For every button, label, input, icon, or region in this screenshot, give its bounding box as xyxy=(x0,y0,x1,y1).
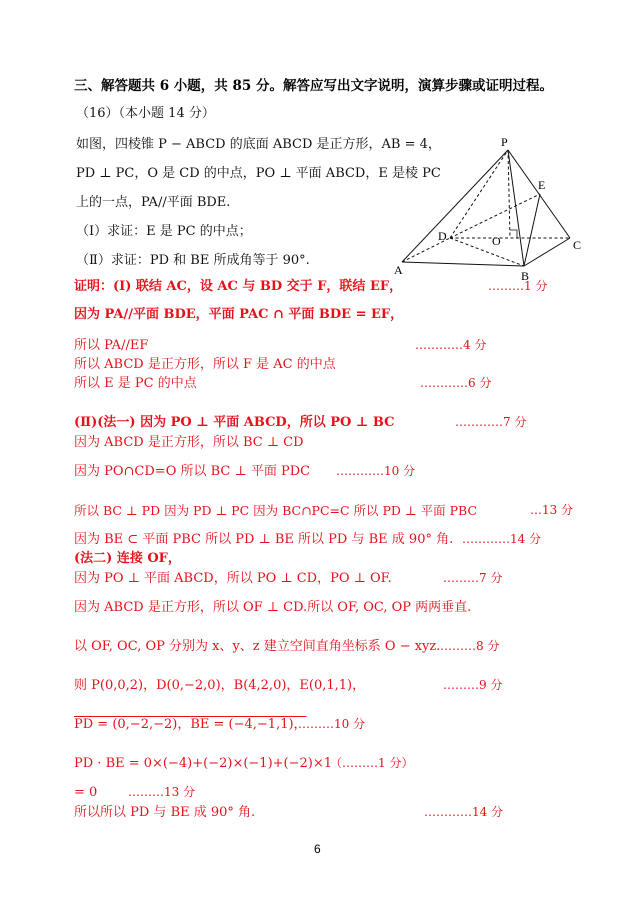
solution-line-19: 所以所以 PD 与 BE 成 90° 角. xyxy=(74,805,256,820)
segment-DB xyxy=(450,238,524,266)
solution-line-12: 因为 PO ⊥ 平面 ABCD，所以 PO ⊥ CD，PO ⊥ OF. xyxy=(74,571,392,586)
solution-line-8: 因为 PO∩CD=O 所以 BC ⊥ 平面 PDC xyxy=(74,464,311,479)
score-line-6: …………7 分 xyxy=(455,415,527,429)
problem-stem-line-1: 如图，四棱锥 P − ABCD 的底面 ABCD 是正方形，AB = 4， xyxy=(76,137,441,152)
edge-BC xyxy=(524,238,570,266)
score-line-9: …13 分 xyxy=(530,503,574,517)
label-D: D xyxy=(438,229,447,243)
solution-line-3: 所以 PA//EF xyxy=(74,338,149,353)
label-E: E xyxy=(538,178,546,192)
score-line-12: ………7 分 xyxy=(443,571,503,585)
label-A: A xyxy=(394,263,403,277)
solution-line-17: PD · BE = 0×(−4)+(−2)×(−1)+(−2)×1 xyxy=(74,756,333,771)
edge-PD xyxy=(450,150,508,238)
solution-line-6: (Ⅱ)(法一) 因为 PO ⊥ 平面 ABCD，所以 PO ⊥ BC xyxy=(74,415,395,430)
solution-line-2: 因为 PA//平面 BDE，平面 PAC ∩ 平面 BDE = EF， xyxy=(74,307,404,322)
problem-stem-line-2: PD ⊥ PC，O 是 CD 的中点，PO ⊥ 平面 ABCD，E 是棱 PC xyxy=(76,166,441,181)
problem-number: （16）（本小题 14 分） xyxy=(76,106,215,121)
problem-stem-line-3: 上的一点，PA//平面 BDE. xyxy=(76,195,231,210)
score-line-16: ………10 分 xyxy=(298,717,366,731)
solution-line-11: (法二) 连接 OF， xyxy=(74,551,181,566)
solution-line-4: 所以 ABCD 是正方形，所以 F 是 AC 的中点 xyxy=(74,357,336,372)
label-B: B xyxy=(521,269,530,283)
score-line-14: ………8 分 xyxy=(440,639,500,653)
solution-line-16: PD = (0,−2,−2)，BE = (−4,−1,1)， xyxy=(74,717,307,732)
score-line-8: …………10 分 xyxy=(336,464,416,478)
label-O: O xyxy=(492,234,501,248)
segment-DE xyxy=(450,194,540,238)
score-line-15: ………9 分 xyxy=(443,678,503,692)
label-P: P xyxy=(501,135,508,149)
solution-line-1: 证明：(Ⅰ) 联结 AC，设 AC 与 BD 交于 F，联结 EF， xyxy=(74,279,403,294)
solution-line-7: 因为 ABCD 是正方形，所以 BC ⊥ CD xyxy=(74,435,304,450)
label-C: C xyxy=(573,238,582,252)
solution-line-14: 以 OF, OC, OP 分别为 x、y、z 建立空间直角坐标系 O − xyz. xyxy=(74,639,441,654)
edge-AB xyxy=(402,262,524,266)
solution-line-18: = 0 xyxy=(74,785,98,800)
score-line-5: …………6 分 xyxy=(420,376,492,390)
question-2: （Ⅱ）求证：PD 和 BE 所成角等于 90°. xyxy=(76,253,310,268)
solution-line-5: 所以 E 是 PC 的中点 xyxy=(74,376,197,391)
solution-line-13: 因为 ABCD 是正方形，所以 OF ⊥ CD.所以 OF, OC, OP 两两垂直. xyxy=(74,600,472,615)
score-line-18: ………13 分 xyxy=(128,785,196,799)
score-line-17: （………1 分） xyxy=(330,756,414,770)
score-line-3: …………4 分 xyxy=(415,338,487,352)
page-number: 6 xyxy=(314,842,321,856)
section-heading: 三、解答题共 6 小题，共 85 分。解答应写出文字说明，演算步骤或证明过程。 xyxy=(74,78,553,94)
question-1: （Ⅰ）求证：E 是 PC 的中点； xyxy=(76,224,252,239)
solution-line-10: 因为 BE ⊂ 平面 PBC 所以 PD ⊥ BE 所以 PD 与 BE 成 90° 角. xyxy=(74,532,454,547)
right-angle-mark xyxy=(510,230,517,238)
segment-BE xyxy=(524,194,540,266)
score-line-19: …………14 分 xyxy=(424,805,504,819)
solution-line-15: 则 P(0,0,2)，D(0,−2,0)，B(4,2,0)，E(0,1,1)， xyxy=(74,678,366,693)
solution-line-9: 所以 BC ⊥ PD 因为 PD ⊥ PC 因为 BC∩PC=C 所以 PD ⊥ 平面 PBC xyxy=(74,503,478,518)
score-line-10: …………14 分 xyxy=(462,532,542,546)
score-line-1: ………1 分 xyxy=(488,279,548,293)
pyramid-figure xyxy=(390,128,590,288)
